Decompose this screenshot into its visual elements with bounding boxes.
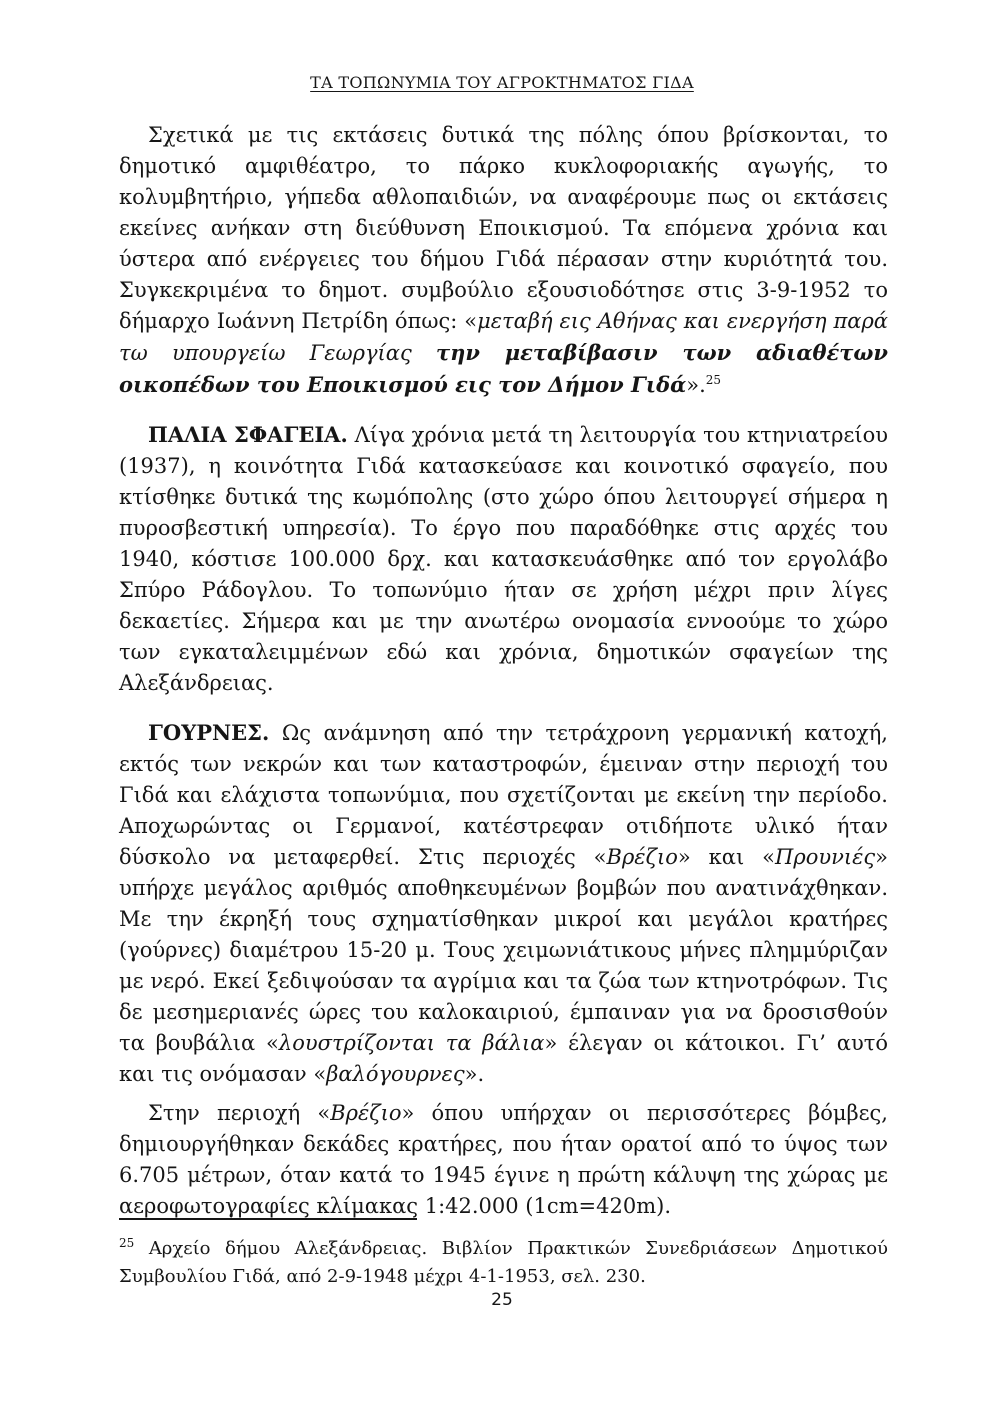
place-name-brezio: Βρέζιο — [606, 845, 678, 869]
section-heading-palia-sfageia: ΠΑΛΙΑ ΣΦΑΓΕΙΑ. — [148, 422, 348, 447]
paragraph-text: » υπήρχε μεγάλος αριθμός αποθηκευμένων βομβών που ανατινάχθηκαν. Με την έκρηξή τους σχηματίσθηκαν μικροί και μεγάλοι κρατήρες (γούρνες) διαμέτρου 15-20 μ. Τους χειμωνιάτικους μήνες πλημμύριζαν με νερό. Εκεί ξεδιψούσαν τα αγρίμια και τα ζώα των κτηνοτρόφων. Τις δε μεσημεριανές ώρες του καλοκαιριού, έμπαιναν για να δροσισθούν τα βουβάλια « — [119, 845, 888, 1055]
paragraph-text: » όπου υπήρχαν οι περισσότερες βόμβες, δημιουργήθηκαν δεκάδες κρατήρες, που ήταν ορατοί από το ύψος των 6.705 μέτρων, όταν κατά το 1945 έγινε η πρώτη κάλυψη της χώρας με αεροφωτογραφίες κλίμακας 1:42.000 (1cm=420m). — [119, 1101, 888, 1218]
paragraph-gournes — [119, 717, 888, 1090]
running-head — [0, 73, 1004, 92]
paragraph-text: Σχετικά με τις εκτάσεις δυτικά της πόλης όπου βρίσκονται, το δημοτικό αμφιθέατρο, το πάρκο κυκλοφοριακής αγωγής, το κολυμβητήριο, γήπεδα αθλοπαιδιών, να αναφέρουμε πως οι εκτάσεις εκείνες ανήκαν στη διεύθυνση Εποικισμού. Τα επόμενα χρόνια και ύστερα από ενέργειες του δήμου Γιδά πέρασαν στην κυριότητά του. Συγκεκριμένα το δημοτ. συμβούλιο εξουσιοδότησε στις 3-9-1952 το δήμαρχο Ιωάννη Πετρίδη όπως: « — [119, 123, 888, 333]
paragraph-palia-sfageia — [119, 419, 888, 699]
section-heading-gournes: ΓΟΥΡΝΕΣ. — [148, 720, 270, 745]
paragraph-text: Λίγα χρόνια μετά τη λειτουργία του κτηνιατρείου (1937), η κοινότητα Γιδά κατασκεύασε και κοινοτικό σφαγείο, που κτίσθηκε δυτικά της κωμόπολης (στο χώρο όπου λειτουργεί σήμερα η πυροσβεστική υπηρεσία). Το έργο που παραδόθηκε στις αρχές του 1940, κόστισε 100.000 δρχ. και κατασκευάσθηκε από τον εργολάβο Σπύρο Ράδογλου. Το τοπωνύμιο ήταν σε χρήση μέχρι πριν λίγες δεκαετίες. Σήμερα και με την ανωτέρω ονομασία εννοούμε το χώρο των εγκαταλειμμένων εδώ και χρόνια, δημοτικών σφαγείων της Αλεξάνδρειας. — [119, 423, 889, 695]
quote-valogournes: βαλόγουρνες — [326, 1062, 465, 1086]
footnote-divider — [119, 1218, 417, 1220]
paragraph-text: ». — [464, 1062, 485, 1086]
footnote — [119, 1235, 888, 1291]
footnote-text: Αρχείο δήμου Αλεξάνδρειας. Βιβλίον Πρακτικών Συνεδριάσεων Δημοτικού Συμβουλίου Γιδά, από 2-9-1948 μέχρι 4-1-1953, σελ. 230. — [119, 1238, 888, 1287]
paragraph-eposkismos — [119, 120, 888, 401]
paragraph-text: » και « — [677, 845, 776, 869]
paragraph-text: » έλεγαν οι κάτοικοι. Γι’ αυτό και τις ονόμασαν « — [119, 1031, 888, 1086]
quote-bold-italic: την μεταβίβασιν των αδιαθέτων οικοπέδων του Εποικισμού εις τον Δήμον Γιδά — [119, 340, 888, 397]
page-number: 25 — [491, 1290, 513, 1310]
footnote-number: 25 — [119, 1236, 135, 1250]
quote-italic: μεταβή εις Αθήνας και ενεργήση παρά τω υπουργείω Γεωργίας — [119, 309, 888, 365]
place-name-prounies: Προυνιές — [775, 845, 876, 869]
quote-close: ». — [686, 373, 706, 397]
paragraph-brezio — [119, 1098, 888, 1222]
footnote-ref: 25 — [705, 373, 722, 387]
running-head-text: ΤΑ ΤΟΠΩΝΥΜΙΑ ΤΟΥ ΑΓΡΟΚΤΗΜΑΤΟΣ ΓΙΔΑ — [310, 73, 694, 92]
place-name-brezio: Βρέζιο — [330, 1101, 402, 1125]
body-text — [119, 120, 888, 1222]
paragraph-text: Ως ανάμνηση από την τετράχρονη γερμανική κατοχή, εκτός των νεκρών και των καταστροφών, έμειναν στην περιοχή του Γιδά και ελάχιστα τοπωνύμια, που σχετίζονται με εκείνη την περίοδο. Αποχωρώντας οι Γερμανοί, κατέστρεφαν οτιδήποτε υλικό ήταν δύσκολο να μεταφερθεί. Στις περιοχές « — [119, 721, 888, 869]
paragraph-text: Στην περιοχή « — [148, 1101, 331, 1125]
quote-loustrizontai: λουστρίζονται τα βάλια — [278, 1031, 545, 1055]
